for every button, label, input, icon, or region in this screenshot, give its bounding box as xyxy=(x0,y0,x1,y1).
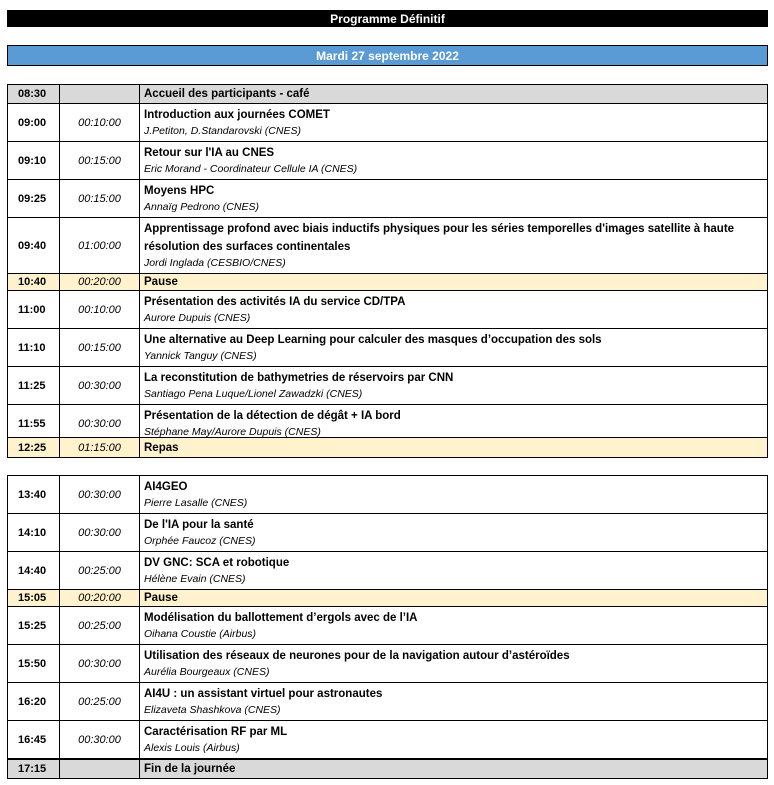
duration-cell: 00:30:00 xyxy=(60,514,140,552)
session-cell: Pause xyxy=(140,274,768,291)
time-cell: 10:40 xyxy=(8,274,60,291)
session-title: La reconstitution de bathymetries de réservoirs par CNN xyxy=(144,372,454,384)
session-cell xyxy=(140,683,768,721)
speaker-name: Aurore Dupuis (CNES) xyxy=(144,312,251,324)
duration-cell: 01:15:00 xyxy=(60,438,140,458)
duration-cell: 00:15:00 xyxy=(60,180,140,218)
session-cell: Repas xyxy=(140,438,768,458)
duration-cell: 00:30:00 xyxy=(60,476,140,514)
schedule-row xyxy=(8,721,768,759)
time-cell: 11:00 xyxy=(8,291,60,329)
session-title: Modélisation du ballottement d’ergols avec de l’IA xyxy=(144,612,418,624)
time-cell: 11:25 xyxy=(8,367,60,405)
duration-cell: 00:30:00 xyxy=(60,405,140,443)
schedule-row xyxy=(8,104,768,142)
duration-cell: 00:10:00 xyxy=(60,291,140,329)
schedule-row xyxy=(8,329,768,367)
schedule-row xyxy=(8,514,768,552)
schedule-row xyxy=(8,438,768,458)
time-cell: 16:20 xyxy=(8,683,60,721)
time-cell: 14:40 xyxy=(8,552,60,590)
end-of-day-table xyxy=(7,759,768,779)
duration-cell: 00:30:00 xyxy=(60,645,140,683)
schedule-row xyxy=(8,645,768,683)
schedule-row xyxy=(8,180,768,218)
time-cell: 11:55 xyxy=(8,405,60,443)
session-title: Présentation de la détection de dégât + IA bord xyxy=(144,410,401,422)
schedule-row xyxy=(8,142,768,180)
session-title: Une alternative au Deep Learning pour calculer des masques d’occupation des sols xyxy=(144,334,602,346)
speaker-name: Aurélia Bourgeaux (CNES) xyxy=(144,666,270,678)
time-cell: 15:50 xyxy=(8,645,60,683)
session-cell xyxy=(140,142,768,180)
session-cell xyxy=(140,367,768,405)
speaker-name: J.Petiton, D.Standarovski (CNES) xyxy=(144,125,301,137)
duration-cell: 00:25:00 xyxy=(60,552,140,590)
duration-cell: 01:00:00 xyxy=(60,218,140,274)
session-title: DV GNC: SCA et robotique xyxy=(144,557,290,569)
session-title: Retour sur l'IA au CNES xyxy=(144,147,275,159)
schedule-row xyxy=(8,367,768,405)
speaker-name: Santiago Pena Luque/Lionel Zawadzki (CNES) xyxy=(144,388,363,400)
schedule-row xyxy=(8,683,768,721)
session-title: Introduction aux journées COMET xyxy=(144,109,330,121)
session-title: Apprentissage profond avec biais inductifs physiques pour les séries temporelles d'images satellite à haute résolution des surfaces continentales xyxy=(144,223,735,253)
schedule-row xyxy=(8,291,768,329)
session-cell: Pause xyxy=(140,590,768,607)
session-cell xyxy=(140,104,768,142)
session-cell xyxy=(140,514,768,552)
duration-cell: 00:15:00 xyxy=(60,329,140,367)
time-cell: 12:25 xyxy=(8,438,60,458)
duration-cell: 00:30:00 xyxy=(60,367,140,405)
duration-cell: 00:20:00 xyxy=(60,590,140,607)
session-cell: Fin de la journée xyxy=(140,760,768,779)
speaker-name: Eric Morand - Coordinateur Cellule IA (CNES) xyxy=(144,163,358,175)
time-cell: 09:40 xyxy=(8,218,60,274)
duration-cell: 00:25:00 xyxy=(60,683,140,721)
time-cell: 13:40 xyxy=(8,476,60,514)
afternoon-schedule-table xyxy=(7,475,768,759)
session-cell xyxy=(140,645,768,683)
schedule-row xyxy=(8,476,768,514)
session-cell: Accueil des participants - café xyxy=(140,85,768,104)
session-cell xyxy=(140,476,768,514)
morning-schedule-table xyxy=(7,84,768,443)
session-title: Présentation des activités IA du service CD/TPA xyxy=(144,296,406,308)
speaker-name: Alexis Louis (Airbus) xyxy=(144,742,240,754)
schedule-row xyxy=(8,85,768,104)
duration-cell xyxy=(60,760,140,779)
time-cell: 09:00 xyxy=(8,104,60,142)
session-title: De l'IA pour la santé xyxy=(144,519,254,531)
schedule-row xyxy=(8,760,768,779)
schedule-row xyxy=(8,274,768,291)
time-cell: 09:10 xyxy=(8,142,60,180)
time-cell: 16:45 xyxy=(8,721,60,759)
time-cell: 11:10 xyxy=(8,329,60,367)
duration-cell: 00:20:00 xyxy=(60,274,140,291)
time-cell: 08:30 xyxy=(8,85,60,104)
session-cell xyxy=(140,218,768,274)
schedule-row xyxy=(8,218,768,274)
speaker-name: Elizaveta Shashkova (CNES) xyxy=(144,704,281,716)
duration-cell: 00:30:00 xyxy=(60,721,140,759)
duration-cell xyxy=(60,85,140,104)
session-cell xyxy=(140,291,768,329)
lunch-table xyxy=(7,437,768,458)
time-cell: 15:25 xyxy=(8,607,60,645)
speaker-name: Orphée Faucoz (CNES) xyxy=(144,535,256,547)
schedule-row xyxy=(8,607,768,645)
duration-cell: 00:25:00 xyxy=(60,607,140,645)
session-cell xyxy=(140,180,768,218)
speaker-name: Hélène Evain (CNES) xyxy=(144,573,246,585)
duration-cell: 00:15:00 xyxy=(60,142,140,180)
session-title: AI4GEO xyxy=(144,481,188,493)
speaker-name: Oihana Coustie (Airbus) xyxy=(144,628,257,640)
duration-cell: 00:10:00 xyxy=(60,104,140,142)
session-cell xyxy=(140,721,768,759)
speaker-name: Jordi Inglada (CESBIO/CNES) xyxy=(144,257,286,269)
time-cell: 09:25 xyxy=(8,180,60,218)
date-header: Mardi 27 septembre 2022 xyxy=(7,45,768,66)
speaker-name: Pierre Lasalle (CNES) xyxy=(144,497,248,509)
speaker-name: Yannick Tanguy (CNES) xyxy=(144,350,257,362)
time-cell: 15:05 xyxy=(8,590,60,607)
time-cell: 14:10 xyxy=(8,514,60,552)
session-title: Moyens HPC xyxy=(144,185,215,197)
session-title: AI4U : un assistant virtuel pour astronautes xyxy=(144,688,383,700)
page-title: Programme Définitif xyxy=(7,10,768,27)
session-cell xyxy=(140,329,768,367)
speaker-name: Annaïg Pedrono (CNES) xyxy=(144,201,259,213)
session-title: Utilisation des réseaux de neurones pour de la navigation autour d’astéroïdes xyxy=(144,650,570,662)
session-title: Caractérisation RF par ML xyxy=(144,726,288,738)
session-cell xyxy=(140,607,768,645)
time-cell: 17:15 xyxy=(8,760,60,779)
schedule-row xyxy=(8,552,768,590)
speaker-name: Stéphane May/Aurore Dupuis (CNES) xyxy=(144,426,321,438)
schedule-row xyxy=(8,590,768,607)
session-cell xyxy=(140,552,768,590)
